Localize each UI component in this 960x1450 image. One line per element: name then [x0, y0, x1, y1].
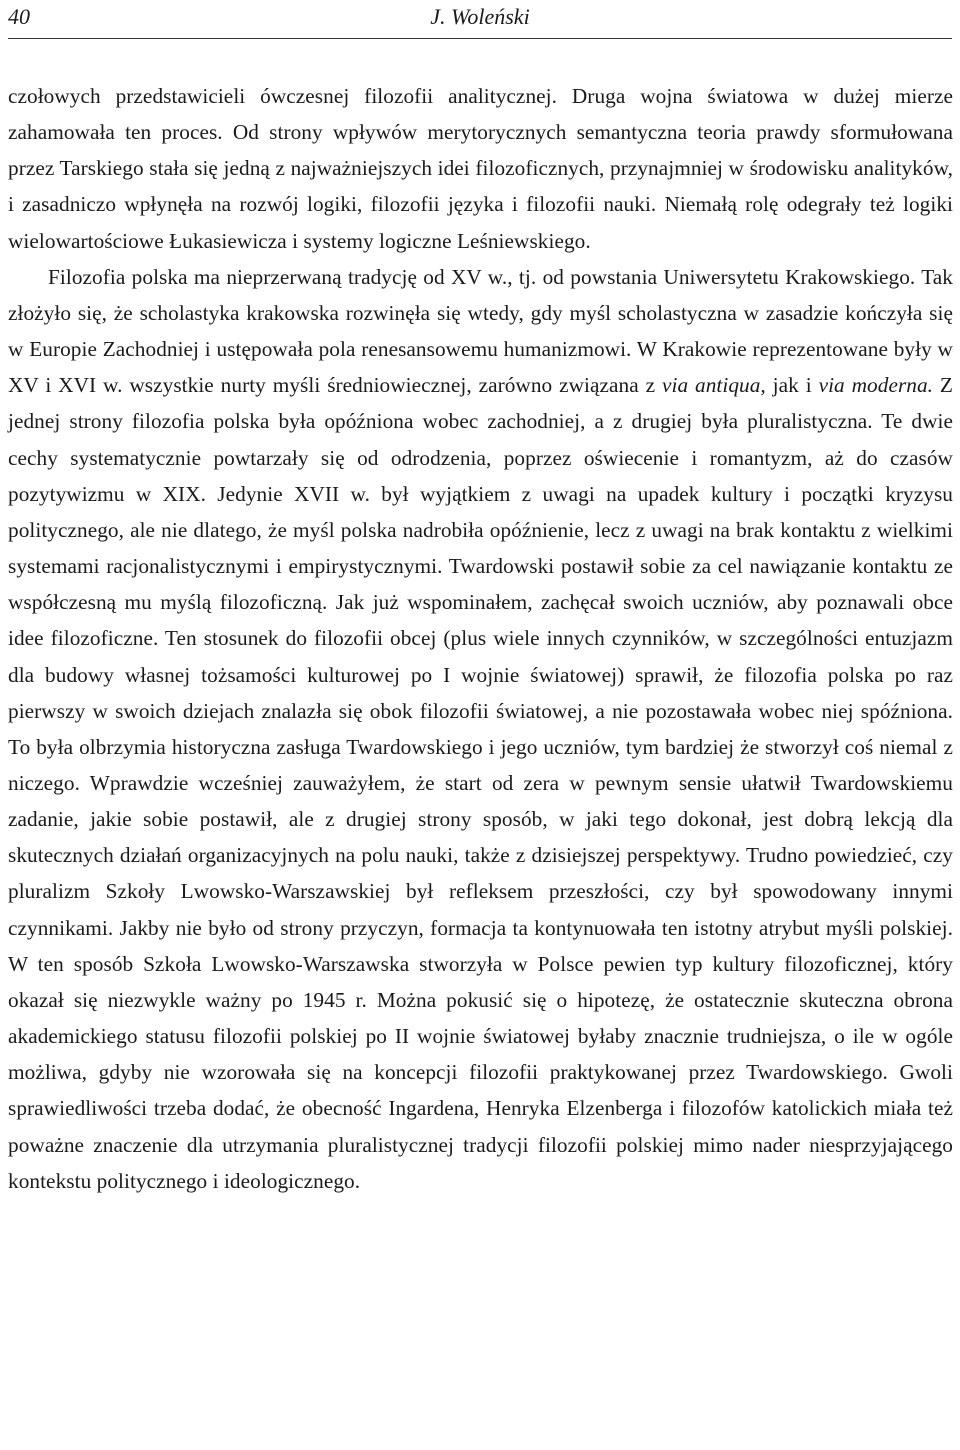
header-rule	[8, 38, 952, 39]
page-number: 40	[8, 4, 30, 29]
running-title: J. Woleński	[430, 4, 530, 29]
paragraph-2-text-run: jak i	[765, 373, 819, 398]
paragraph-2-text-run: Z jednej strony filozofia polska była opóźniona wobec zachodniej, a z drugiej była pluralistyczna. Te dwie cechy systematycznie powtarzały się od odrodzenia, poprzez oświecenie i romantyzm, aż do czasów pozytywizmu w XIX. Jedynie XVII w. był wyjątkiem z uwagi na upadek kultury i początki kryzysu politycznego, ale nie dlatego, że myśl polska nadrobiła opóźnienie, lecz z uwagi na brak kontaktu z wielkimi systemami racjonalistycznymi i empirystycznymi. Twardowski postawił sobie za cel nawiązanie kontaktu ze współczesną mu myślą filozoficzną. Jak już wspominałem, zachęcał swoich uczniów, aby poznawali obce idee filozoficzne. Ten stosunek do filozofii obcej (plus wiele innych czynników, w szczególności entuzjazm dla budowy własnej tożsamości kulturowej po I wojnie światowej) sprawił, że filozofia polska po raz pierwszy w swoich dziejach znalazła się obok filozofii światowej, a nie pozostawała wobec niej spóźniona. To była olbrzymia historyczna zasługa Twardowskiego i jego uczniów, tym bardziej że stworzył coś niemal z niczego. Wprawdzie wcześniej zauważyłem, że start od zera w pewnym sensie ułatwił Twardowskiemu zadanie, jakie sobie postawił, ale z drugiej strony sposób, w jaki tego dokonał, jest dobrą lekcją dla skutecznych działań organizacyjnych na polu nauki, także z dzisiejszej perspektywy. Trudno powiedzieć, czy pluralizm Szkoły Lwowsko-Warszawskiej był refleksem przeszłości, czy był spowodowany innymi czynnikami. Jakby nie było od strony przyczyn, formacja ta kontynuowała ten istotny atrybut myśli polskiej. W ten sposób Szkoła Lwowsko-Warszawska stworzyła w Polsce pewien typ kultury filozoficznej, który okazał się niezwykle ważny po 1945 r. Można pokusić się o hipotezę, że ostatecznie skuteczna obrona akademickiego statusu filozofii polskiej po II wojnie światowej byłaby znacznie trudniejsza, o ile w ogóle możliwa, gdyby nie wzorowała się na koncepcji filozofii praktykowanej przez Twardowskiego. Gwoli sprawiedliwości trzeba dodać, że obecność Ingardena, Henryka Elzenberga i filozofów katolickich miała też poważne znaczenie dla utrzymania pluralistycznej tradycji filozofii polskiej mimo nader niesprzyjającego kontekstu politycznego i ideologicznego.	[8, 373, 953, 1193]
running-head	[8, 2, 952, 32]
paragraph-1-text: czołowych przedstawicieli ówczesnej filozofii analitycznej. Druga wojna światowa w dużej mierze zahamowała ten proces. Od strony wpływów merytorycznych semantyczna teoria prawdy sformułowana przez Tarskiego stała się jedną z najważniejszych idei filozoficznych, przynajmniej w środowisku analityków, i zasadniczo wpłynęła na rozwój logiki, filozofii języka i filozofii nauki. Niemałą rolę odegrały też logiki wielowartościowe Łukasiewicza i systemy logiczne Leśniewskiego.	[8, 84, 953, 253]
paragraph-2	[8, 259, 953, 1199]
italic-via-antiqua: via antiqua,	[661, 373, 766, 398]
paragraph-1	[8, 78, 953, 259]
paragraph-2-text-run: Filozofia polska ma nieprzerwaną tradycję od XV w., tj. od powstania Uniwersytetu Krakowskiego. Tak złożyło się, że scholastyka krakowska rozwinęła się wtedy, gdy myśl scholastyczna w zasadzie kończyła się w Europie Zachodniej i ustępowała pola renesansowemu humanizmowi. W Krakowie reprezentowane były w XV i XVI w. wszystkie nurty myśli średniowiecznej, zarówno związana z	[8, 264, 953, 398]
italic-via-moderna: via moderna.	[818, 373, 934, 398]
body-text	[8, 78, 953, 1199]
